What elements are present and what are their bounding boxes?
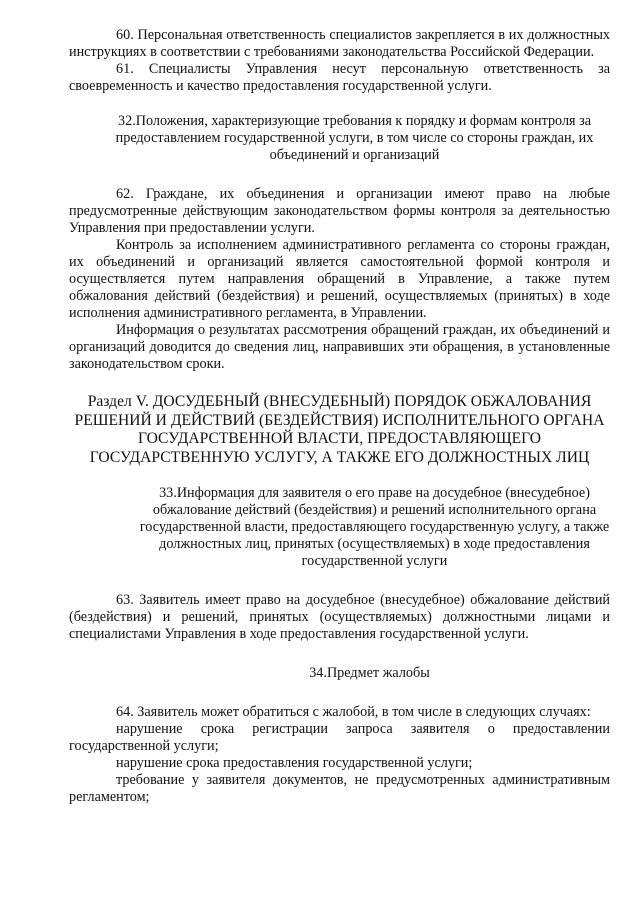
list-item-documents-request: требование у заявителя документов, не предусмотренных административным регламентом; xyxy=(69,772,610,805)
section-5-title: Раздел V. ДОСУДЕБНЫЙ (ВНЕСУДЕБНЫЙ) ПОРЯДОК ОБЖАЛОВАНИЯ РЕШЕНИЙ И ДЕЙСТВИЙ (БЕЗДЕЙСТВИЯ) ИСПОЛНИТЕЛЬНОГО ОРГАНА ГОСУДАРСТВЕННОЙ ВЛАСТИ, ПРЕДОСТАВЛЯЮЩЕГО ГОСУДАРСТВЕННУЮ УСЛУГУ, А ТАКЖЕ ЕГО ДОЛЖНОСТНЫХ ЛИЦ xyxy=(74,393,605,466)
document-page xyxy=(69,27,610,806)
paragraph-63: 63. Заявитель имеет право на досудебное (внесудебное) обжалование действий (бездействия) и решений, принятых (осуществляемых) должностными лицами и специалистами Управления в ходе предоставления государственной услуги. xyxy=(69,592,610,642)
paragraph-60: 60. Персональная ответственность специалистов закрепляется в их должностных инструкциях в соответствии с требованиями законодательства Российской Федерации. xyxy=(69,27,610,60)
paragraph-62-control: Контроль за исполнением административного регламента со стороны граждан, их объединений и организаций является самостоятельной формой контроля и осуществляется путем направления обращений в Управление, а также путем обжалования действий (бездействия) и решений, осуществляемых (принятых) в ходе исполнения административного регламента, в Управлении. xyxy=(69,237,610,321)
paragraph-62-information: Информация о результатах рассмотрения обращений граждан, их объединений и организаций доводится до сведения лиц, направивших эти обращения, в установленные законодательством сроки. xyxy=(69,322,610,372)
heading-34: 34.Предмет жалобы xyxy=(309,665,430,681)
paragraph-61: 61. Специалисты Управления несут персональную ответственность за своевременность и качество предоставления государственной услуги. xyxy=(69,61,610,94)
heading-32: 32.Положения, характеризующие требования к порядку и формам контроля за предоставлением государственной услуги, в том числе со стороны граждан, их объединений и организаций xyxy=(115,113,594,163)
list-item-service-delay: нарушение срока предоставления государственной услуги; xyxy=(116,755,473,771)
paragraph-64: 64. Заявитель может обратиться с жалобой, в том числе в следующих случаях: xyxy=(116,704,591,720)
list-item-registration-delay: нарушение срока регистрации запроса заявителя о предоставлении государственной услуги; xyxy=(69,721,610,754)
paragraph-62: 62. Граждане, их объединения и организации имеют право на любые предусмотренные действующим законодательством формы контроля за деятельностью Управления при предоставлении услуги. xyxy=(69,186,610,236)
heading-33: 33.Информация для заявителя о его праве на досудебное (внесудебное) обжалование действий (бездействия) и решений исполнительного органа государственной власти, предоставляющего государственную услугу, а также должностных лиц, принятых (осуществляемых) в ходе предоставления государственной услуги xyxy=(139,485,610,569)
